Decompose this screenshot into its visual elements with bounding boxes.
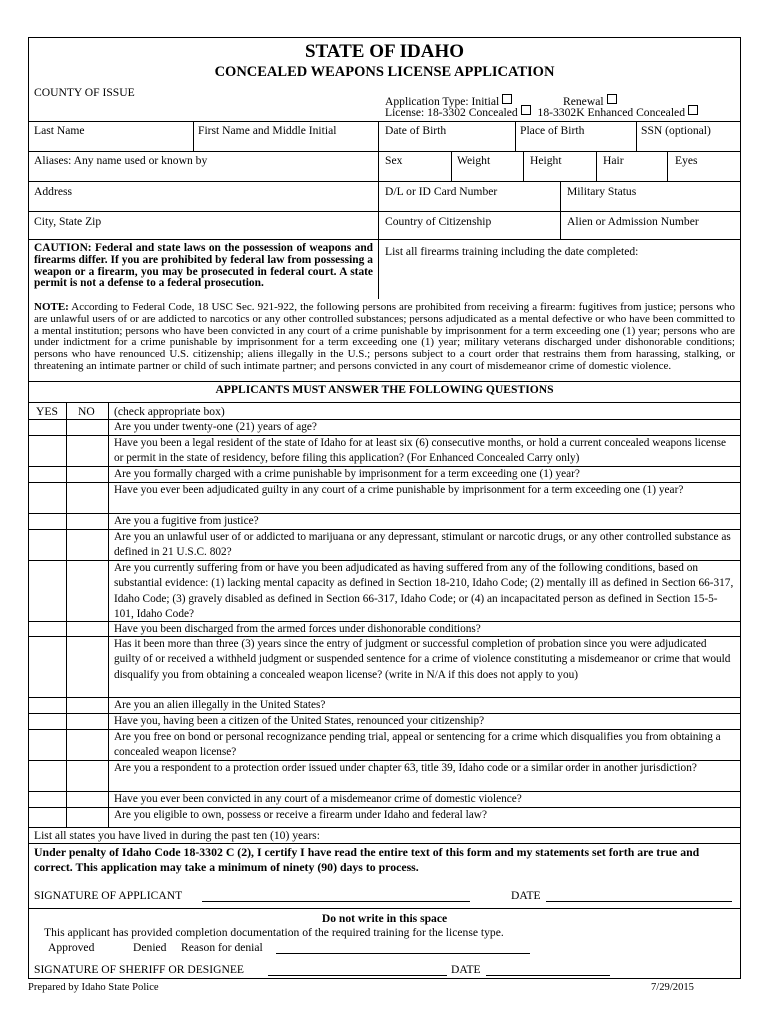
yes-answer-cell[interactable] (29, 714, 66, 730)
yes-answer-cell[interactable] (29, 420, 66, 436)
question-text: Are you currently suffering from or have you been adjudicated as having suffered from any of the following conditions, based on substantial evidence: (1) lacking mental capacity as defined in Section 18-210, Idaho Code; (2) mentally ill as defined in Section 66-317, Idaho Code; (3) gravely disabled as defined in Section 66-317, Idaho Code; or (4) an incapacitated person as defined in Section 15-5-101, Idaho Code? (114, 562, 734, 620)
yes-answer-cell[interactable] (29, 436, 66, 467)
check-instruction: (check appropriate box) (114, 405, 225, 418)
no-answer-cell[interactable] (67, 698, 108, 714)
no-answer-cell[interactable] (67, 514, 108, 530)
yes-answer-cell[interactable] (29, 698, 66, 714)
reason-for-denial-label: Reason for denial (181, 941, 263, 954)
caution-text: CAUTION: Federal and state laws on the possession of weapons and firearms differ. If you are prohibited by federal law from possessing a weapon or a firearm, you may be prosecuted in federal court. A state permit is not a defense to a federal prosecution. (34, 242, 373, 290)
form-title: CONCEALED WEAPONS LICENSE APPLICATION (214, 64, 555, 80)
weight-field[interactable]: Weight (457, 154, 491, 167)
enhanced-label: 18-3302K Enhanced Concealed (537, 106, 685, 119)
yes-answer-cell[interactable] (29, 530, 66, 561)
alien-number-field[interactable]: Alien or Admission Number (567, 215, 699, 228)
reason-for-denial-line[interactable] (276, 953, 530, 954)
applicant-date-label: DATE (511, 889, 541, 902)
question-text: Have you ever been convicted in any court of a misdemeanor crime of domestic violence? (114, 793, 522, 805)
city-state-zip-field[interactable]: City, State Zip (34, 215, 102, 228)
prepared-by: Prepared by Idaho State Police (28, 982, 159, 993)
question-text: Are you eligible to own, possess or receive a firearm under Idaho and federal law? (114, 809, 487, 821)
yes-answer-cell[interactable] (29, 561, 66, 622)
no-answer-cell[interactable] (67, 483, 108, 514)
sheriff-date-line[interactable] (486, 975, 610, 976)
questions-heading: APPLICANTS MUST ANSWER THE FOLLOWING QUESTIONS (215, 383, 554, 396)
no-column-header: NO (78, 405, 95, 418)
hair-field[interactable]: Hair (603, 154, 624, 167)
signature-applicant-label: SIGNATURE OF APPLICANT (34, 889, 183, 902)
approved-label[interactable]: Approved (48, 941, 95, 954)
address-field[interactable]: Address (34, 185, 72, 198)
concealed-checkbox[interactable] (521, 105, 531, 115)
certification-text: Under penalty of Idaho Code 18-3302 C (2), I certify I have read the entire text of this form and my statements set forth are true and correct. This application may take a minimum of ninety (90) days to process. (34, 845, 700, 875)
note-label: NOTE: (34, 301, 69, 313)
license-label: License: 18-3302 Concealed (385, 106, 518, 119)
military-status-field[interactable]: Military Status (567, 185, 637, 198)
yes-answer-cell[interactable] (29, 514, 66, 530)
no-answer-cell[interactable] (67, 530, 108, 561)
yes-answer-cell[interactable] (29, 637, 66, 698)
initial-checkbox[interactable] (502, 94, 512, 104)
applicant-date-line[interactable] (546, 901, 732, 902)
yes-answer-cell[interactable] (29, 622, 66, 637)
no-answer-cell[interactable] (67, 714, 108, 730)
last-name-field[interactable]: Last Name (34, 124, 85, 137)
state-title: STATE OF IDAHO (304, 41, 465, 62)
renewal-checkbox[interactable] (607, 94, 617, 104)
question-text: Have you, having been a citizen of the United States, renounced your citizenship? (114, 715, 485, 727)
no-answer-cell[interactable] (67, 808, 108, 827)
denied-label[interactable]: Denied (133, 941, 167, 954)
pob-field[interactable]: Place of Birth (520, 124, 585, 137)
renewal-label: Renewal (563, 95, 604, 108)
question-text: Are you formally charged with a crime punishable by imprisonment for a term exceeding one (1) year? (114, 468, 580, 480)
question-text: Are you under twenty-one (21) years of age? (114, 421, 317, 433)
yes-answer-cell[interactable] (29, 730, 66, 761)
application-type-label: Application Type: Initial (385, 95, 500, 108)
yes-answer-cell[interactable] (29, 808, 66, 827)
no-answer-cell[interactable] (67, 792, 108, 808)
yes-answer-cell[interactable] (29, 467, 66, 483)
signature-applicant-line[interactable] (202, 901, 470, 902)
eyes-field[interactable]: Eyes (675, 154, 698, 167)
no-answer-cell[interactable] (67, 730, 108, 761)
no-answer-cell[interactable] (67, 467, 108, 483)
question-text: Have you been discharged from the armed forces under dishonorable conditions? (114, 623, 481, 635)
revision-date: 7/29/2015 (651, 982, 694, 993)
signature-sheriff-line[interactable] (268, 975, 447, 976)
question-text: Have you ever been adjudicated guilty in any court of a crime punishable by imprisonment for a term exceeding one (1) year? (114, 484, 684, 496)
height-field[interactable]: Height (530, 154, 562, 167)
yes-answer-cell[interactable] (29, 761, 66, 792)
license-row (385, 105, 698, 119)
dob-field[interactable]: Date of Birth (385, 124, 447, 137)
question-text: Have you been a legal resident of the state of Idaho for at least six (6) consecutive months, or hold a current concealed weapons license or permit in the state of residency, before filing this application? (For Enhanced Concealed Carry only) (114, 437, 727, 465)
question-text: Are you a respondent to a protection order issued under chapter 63, title 39, Idaho code or a similar order in another jurisdiction? (114, 762, 697, 774)
no-answer-cell[interactable] (67, 436, 108, 467)
sheriff-date-label: DATE (451, 963, 481, 976)
training-field[interactable]: List all firearms training including the date completed: (385, 245, 639, 258)
ssn-field[interactable]: SSN (optional) (641, 124, 711, 137)
no-answer-cell[interactable] (67, 761, 108, 792)
yes-answer-cell[interactable] (29, 483, 66, 514)
yes-column-header: YES (36, 405, 58, 418)
county-field[interactable]: COUNTY OF ISSUE (34, 86, 135, 99)
first-middle-field[interactable]: First Name and Middle Initial (198, 124, 337, 137)
citizenship-field[interactable]: Country of Citizenship (385, 215, 492, 228)
question-text: Are you free on bond or personal recognizance pending trial, appeal or sentencing for a crime which disqualifies you from obtaining a concealed weapon license? (114, 731, 721, 759)
dl-field[interactable]: D/L or ID Card Number (385, 185, 498, 198)
question-text: Are you an alien illegally in the United States? (114, 699, 326, 711)
no-answer-cell[interactable] (67, 637, 108, 698)
enhanced-checkbox[interactable] (688, 105, 698, 115)
no-answer-cell[interactable] (67, 622, 108, 637)
sex-field[interactable]: Sex (385, 154, 403, 167)
aliases-field[interactable]: Aliases: Any name used or known by (34, 154, 208, 167)
training-completion-text: This applicant has provided completion documentation of the required training for the license type. (44, 926, 504, 939)
no-answer-cell[interactable] (67, 420, 108, 436)
question-text: Has it been more than three (3) years since the entry of judgment or successful completion of probation since you were adjudicated guilty of or received a withheld judgment or suspended sentence for a crime of violence constituting a misdemeanor or crime that would disqualify you from obtaining a concealed weapon license? (write in N/A if this does not apply to you) (114, 638, 731, 681)
yes-answer-cell[interactable] (29, 792, 66, 808)
federal-note (34, 302, 735, 373)
question-text: Are you an unlawful user of or addicted to marijuana or any depressant, stimulant or narcotic drugs, or any other controlled substance as defined in 21 U.S.C. 802? (114, 531, 731, 559)
states-lived-field[interactable]: List all states you have lived in during the past ten (10) years: (34, 829, 320, 842)
office-use-heading: Do not write in this space (321, 912, 448, 925)
signature-sheriff-label: SIGNATURE OF SHERIFF OR DESIGNEE (34, 963, 244, 976)
no-answer-cell[interactable] (67, 561, 108, 622)
question-text: Are you a fugitive from justice? (114, 515, 259, 527)
note-text: According to Federal Code, 18 USC Sec. 921-922, the following persons are prohibited from receiving a firearm: fugitives from justice; persons who are unlawful users of or are addicted to narcotics or any other controlled substances; persons adjudicated as a mental defective or who have been committed to a mental institution; persons who have been convicted in any court of a crime punishable by imprisonment for a term exceeding one (1) year; persons who are under indictment for a crime punishable by imprisonment for a term exceeding one (1) year; military veterans discharged under dishonorable conditions; persons who have renounced U.S. citizenship; aliens illegally in the U.S.; persons subject to a court order that restrains them from harassing, stalking, or threatening an intimate partner or child of such intimate partner; and persons convicted in any court of misdemeanor crime of domestic violence. (34, 301, 735, 372)
